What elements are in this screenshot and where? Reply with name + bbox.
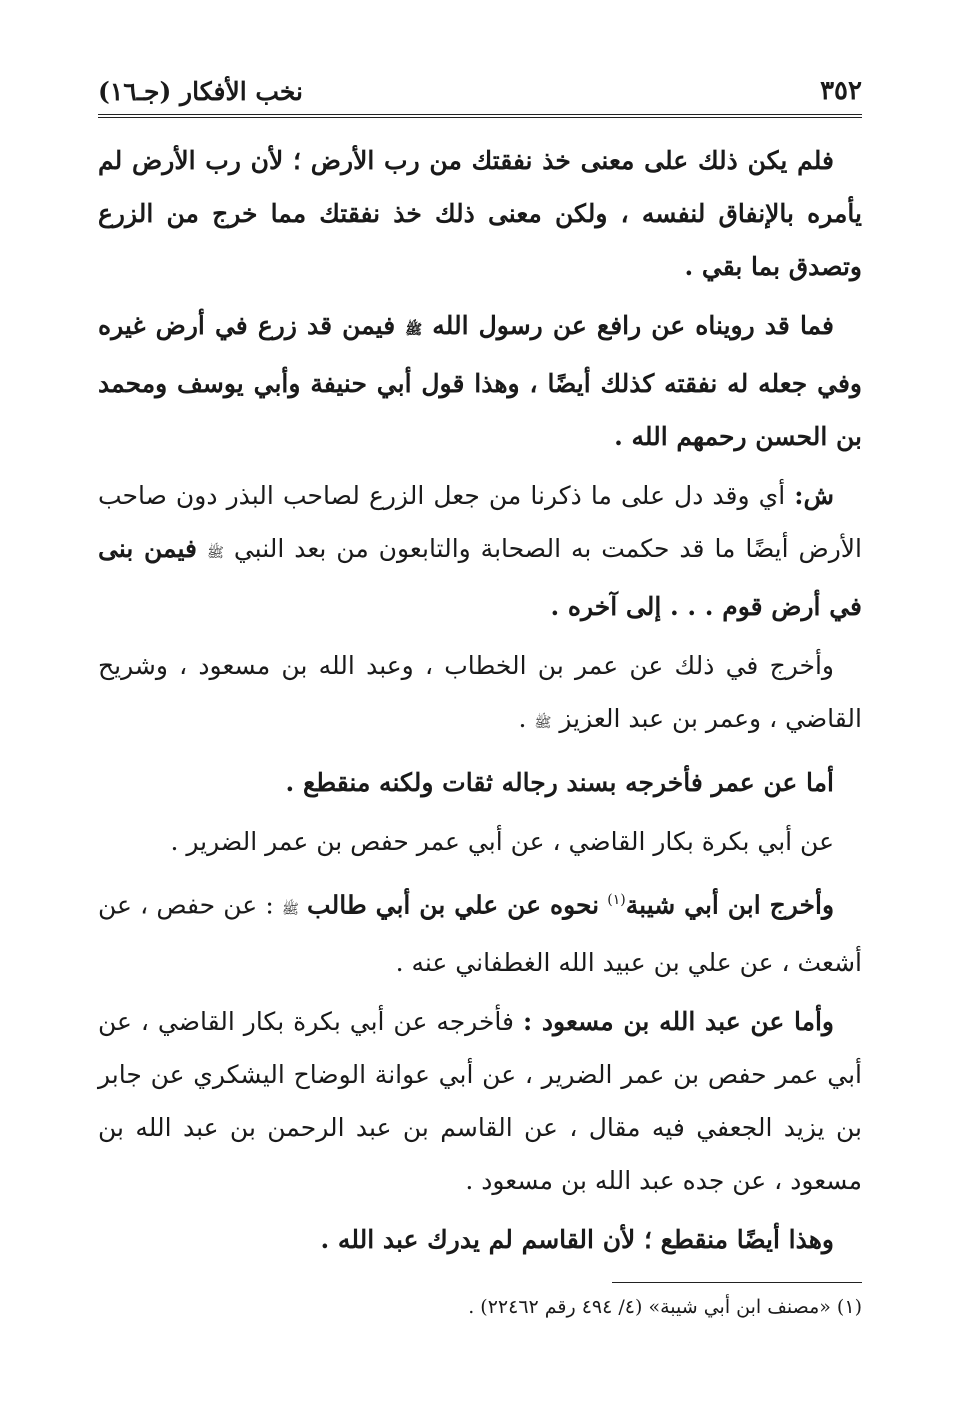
paragraph-8-text: فأخرجه عن أبي بكرة بكار القاضي ، عن أبي عمر حفص بن عمر الضرير ، عن أبي عوانة الوضاح اليشكري عن جابر بن يزيد الجعفي فيه مقال ، عن القاسم بن عبد الرحمن بن عبد الله بن مسعود ، عن جده عبد الله بن مسعود . xyxy=(98,1007,862,1196)
companions-honorific-icon: ﷺ xyxy=(534,715,552,731)
sharh-marker: ش: xyxy=(794,481,834,510)
header-rule xyxy=(98,114,862,118)
page-number: ٣٥٢ xyxy=(820,76,862,106)
paragraph-2-part-1: فما قد رويناه عن رافع عن رسول الله xyxy=(432,311,834,340)
paragraph-5: أما عن عمر فأخرجه بسند رجاله ثقات ولكنه منقطع . xyxy=(285,768,834,797)
paragraph-9: وهذا أيضًا منقطع ؛ لأن القاسم لم يدرك عبد الله . xyxy=(320,1225,834,1255)
footnote-rule xyxy=(612,1282,862,1283)
body-text xyxy=(98,134,862,1272)
paragraph-3 xyxy=(98,469,862,633)
prophet-honorific-icon: ﷺ xyxy=(405,322,423,338)
page-header xyxy=(98,62,862,114)
companion-honorific-icon: ﷺ xyxy=(281,901,299,918)
paragraph-4-end: . xyxy=(518,704,535,733)
paragraph-4 xyxy=(98,639,862,750)
running-title: نخب الأفكار (جـ١٦) xyxy=(98,77,304,106)
paragraph-8-lead: وأما عن عبد الله بن مسعود : xyxy=(522,1007,835,1037)
paragraph-7 xyxy=(98,874,862,989)
paragraph-2-part-2: فيمن قد زرع في أرض غيره وفي جعله له نفقته كذلك أيضًا ، وهذا قول أبي حنيفة وأبي يوسف ومحمد بن الحسن رحمهم الله . xyxy=(98,311,862,451)
prophet-honorific-icon-2: ﷺ xyxy=(206,545,224,561)
paragraph-2 xyxy=(98,299,862,463)
paragraph-4-text: وأخرج في ذلك عن عمر بن الخطاب ، وعبد الله بن مسعود ، وشريح القاضي ، وعمر بن عبد العزيز xyxy=(98,651,862,733)
paragraph-1: فلم يكن ذلك على معنى خذ نفقتك من رب الأرض ؛ لأن رب الأرض لم يأمره بالإنفاق لنفسه ، ولكن معنى ذلك خذ نفقتك مما خرج من الزرع وتصدق بما بقي . xyxy=(98,146,862,281)
paragraph-8 xyxy=(98,995,862,1207)
paragraph-7-part-2: نحوه عن علي بن أبي طالب xyxy=(307,890,600,920)
footnote-marker: (١) xyxy=(607,892,626,908)
paragraph-3-quote: فيمن بنى في أرض قوم . . . إلى آخره . xyxy=(98,534,862,621)
paragraph-7-part-3: : عن حفص ، عن أشعث ، عن علي بن عبيد الله الغطفاني عنه . xyxy=(98,890,862,978)
footnote: (١) «مصنف ابن أبي شيبة» (٤/ ٤٩٤ رقم ٢٢٤٦٢) . xyxy=(468,1296,862,1318)
paragraph-3-part-1: أي وقد دل على ما ذكرنا من جعل الزرع لصاحب البذر دون صاحب الأرض أيضًا ما قد حكمت به الصحابة والتابعون من بعد النبي xyxy=(98,481,863,563)
paragraph-7-part-1: وأخرج ابن أبي شيبة xyxy=(625,890,835,920)
paragraph-6: عن أبي بكرة بكار القاضي ، عن أبي عمر حفص بن عمر الضرير . xyxy=(170,827,834,856)
